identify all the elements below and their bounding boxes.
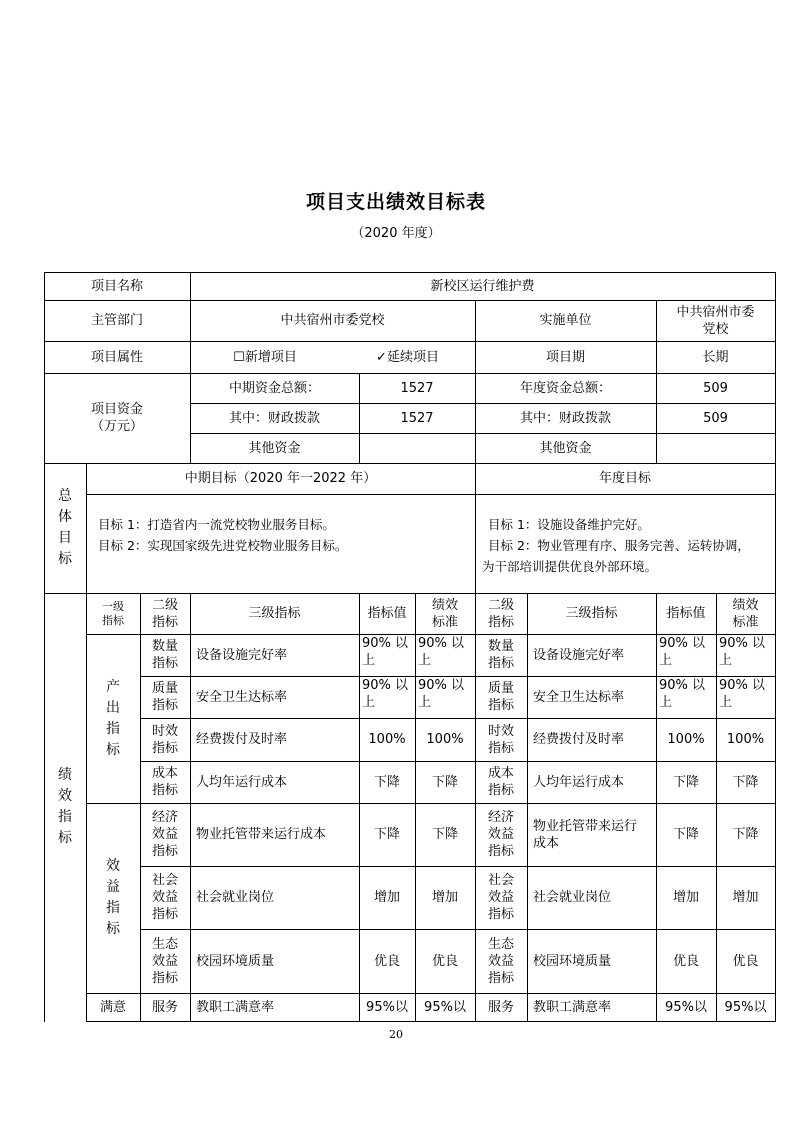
level3-cell: 人均年运行成本	[196, 774, 288, 790]
annual-value-cell: 95%以	[665, 999, 707, 1015]
value-cell: 下降	[373, 827, 400, 842]
page-subtitle: （2020 年度）	[351, 226, 441, 241]
dept-value: 中共宿州市委党校	[280, 313, 385, 328]
annual-standard-cell: 增加	[732, 890, 759, 905]
level3-cell: 教职工满意率	[196, 999, 275, 1015]
benefit-indicators-label: 效 益 指 标	[106, 858, 120, 937]
mid-other-value	[359, 433, 475, 463]
attr-continued-checkbox: ✓延续项目	[376, 349, 439, 365]
level3-cell: 社会就业岗位	[196, 890, 275, 905]
level3-cell: 校园环境质量	[196, 953, 275, 969]
value-cell: 增加	[373, 890, 400, 905]
dept-label: 主管部门	[90, 313, 143, 328]
annual-fiscal-label: 其中：财政拨款	[519, 410, 611, 426]
level2-header: 二级 指标	[151, 597, 178, 630]
level2-cell: 服务	[151, 999, 178, 1015]
annual-level2-cell: 成本 指标	[487, 766, 514, 798]
annual-standard-cell: 90% 以 上	[719, 678, 766, 710]
annual-goal-line: 为干部培训提供优良外部环境。	[482, 559, 658, 574]
project-name-label: 项目名称	[90, 278, 143, 294]
mid-total-label: 中期资金总额：	[228, 380, 320, 396]
table-rule	[86, 494, 776, 495]
attr-label: 项目属性	[90, 349, 143, 365]
annual-other-value	[656, 433, 775, 463]
annual-other-label: 其他资金	[539, 440, 592, 456]
standard-cell: 优良	[431, 953, 458, 969]
annual-value-cell: 90% 以 上	[659, 678, 706, 710]
value-cell: 下降	[373, 774, 400, 790]
project-name-value: 新校区运行维护费	[430, 278, 535, 294]
annual-level2-header: 二级 指标	[487, 597, 514, 630]
level2-cell: 社会 效益 指标	[151, 873, 178, 922]
standard-cell: 增加	[431, 890, 458, 905]
funds-label: 项目资金 （万元）	[90, 402, 143, 434]
annual-level2-cell: 社会 效益 指标	[487, 873, 514, 922]
level2-cell: 生态 效益 指标	[151, 936, 178, 986]
impl-label: 实施单位	[539, 313, 592, 328]
performance-indicators-label: 绩 效 指 标	[58, 767, 72, 846]
level3-cell: 经费拨付及时率	[196, 732, 288, 747]
annual-level3-cell: 人均年运行成本	[533, 774, 625, 790]
period-value: 长期	[702, 349, 729, 365]
standard-cell: 90% 以 上	[418, 678, 465, 710]
mid-fiscal-value: 1527	[400, 410, 434, 426]
annual-fiscal-value: 509	[703, 410, 728, 426]
annual-level2-cell: 服务	[487, 999, 514, 1015]
annual-standard-cell: 95%以	[724, 999, 767, 1015]
page-title: 项目支出绩效目标表	[305, 191, 486, 213]
value-cell: 90% 以 上	[362, 636, 409, 668]
annual-level3-cell: 教职工满意率	[533, 999, 612, 1015]
mid-fiscal-label: 其中：财政拨款	[228, 410, 320, 426]
mid-total-value: 1527	[400, 380, 434, 396]
value-cell: 优良	[373, 953, 400, 969]
mid-goal-line: 目标 1：打造省内一流党校物业服务目标。	[98, 517, 335, 532]
standard-cell: 100%	[426, 732, 464, 747]
annual-level3-cell: 设备设施完好率	[533, 647, 625, 663]
annual-standard-cell: 优良	[732, 953, 759, 969]
annual-level2-cell: 质量 指标	[487, 681, 514, 713]
level3-cell: 物业托管带来运行成本	[196, 827, 327, 842]
level3-cell: 安全卫生达标率	[196, 689, 288, 705]
period-label: 项目期	[545, 349, 585, 365]
annual-standard-cell: 100%	[726, 732, 765, 747]
impl-value: 中共宿州市委 党校	[676, 304, 755, 337]
value-header: 指标值	[367, 606, 407, 621]
annual-value-cell: 优良	[672, 953, 699, 969]
level2-cell: 数量 指标	[151, 639, 178, 671]
annual-goal-line: 目标 2：物业管理有序、服务完善、运转协调，	[488, 538, 750, 553]
annual-standard-cell: 下降	[732, 774, 759, 790]
level2-cell: 时效 指标	[151, 723, 178, 756]
mid-goal-line: 目标 2：实现国家级先进党校物业服务目标。	[98, 538, 348, 553]
table-rule	[775, 272, 776, 1022]
annual-level3-cell: 安全卫生达标率	[533, 689, 625, 705]
annual-total-label: 年度资金总额：	[519, 380, 611, 396]
annual-goal-line: 目标 1：设施设备维护完好。	[488, 517, 650, 532]
level3-header: 三级指标	[248, 606, 301, 621]
annual-standard-cell: 90% 以 上	[719, 636, 766, 668]
satisfaction-label: 满意	[99, 999, 126, 1015]
standard-cell: 90% 以 上	[418, 636, 465, 668]
annual-value-cell: 90% 以 上	[659, 636, 706, 668]
annual-level3-header: 三级指标	[565, 606, 618, 621]
mid-goal-header: 中期目标（2020 年一2022 年）	[184, 471, 377, 486]
value-cell: 95%以	[366, 999, 408, 1015]
level2-cell: 成本 指标	[151, 766, 178, 798]
annual-level2-cell: 时效 指标	[487, 723, 514, 756]
level2-cell: 质量 指标	[151, 681, 178, 713]
annual-value-cell: 100%	[667, 732, 705, 747]
annual-level3-cell: 校园环境质量	[533, 953, 612, 969]
value-cell: 90% 以 上	[362, 678, 409, 710]
standard-cell: 下降	[431, 774, 458, 790]
level2-cell: 经济 效益 指标	[151, 810, 178, 859]
annual-level3-cell: 经费拨付及时率	[533, 732, 625, 747]
annual-value-cell: 下降	[672, 774, 699, 790]
attr-new-checkbox: ☐新增项目	[233, 349, 297, 365]
mid-goals	[98, 514, 470, 556]
annual-value-cell: 增加	[672, 890, 699, 905]
mid-other-label: 其他资金	[248, 440, 301, 456]
annual-standard-header: 绩效 标准	[732, 597, 759, 630]
annual-level3-cell: 物业托管带来运行 成本	[533, 818, 638, 851]
standard-cell: 下降	[431, 827, 458, 842]
annual-level2-cell: 生态 效益 指标	[487, 936, 514, 986]
annual-goal-header: 年度目标	[598, 471, 651, 486]
annual-value-cell: 下降	[672, 827, 699, 842]
annual-total-value: 509	[703, 380, 728, 396]
annual-level2-cell: 经济 效益 指标	[487, 810, 514, 859]
standard-header: 绩效 标准	[431, 597, 458, 630]
standard-cell: 95%以	[424, 999, 466, 1015]
annual-level3-cell: 社会就业岗位	[533, 890, 612, 905]
level3-cell: 设备设施完好率	[196, 647, 288, 663]
annual-value-header: 指标值	[666, 606, 706, 621]
annual-level2-cell: 数量 指标	[487, 639, 514, 671]
overall-goals-label: 总 体 目 标	[58, 488, 72, 567]
annual-goals	[482, 514, 774, 577]
value-cell: 100%	[368, 732, 406, 747]
output-indicators-label: 产 出 指 标	[106, 678, 120, 758]
level1-header: 一级 指标	[102, 599, 124, 627]
annual-standard-cell: 下降	[732, 827, 759, 842]
page-number: 20	[389, 1028, 403, 1041]
